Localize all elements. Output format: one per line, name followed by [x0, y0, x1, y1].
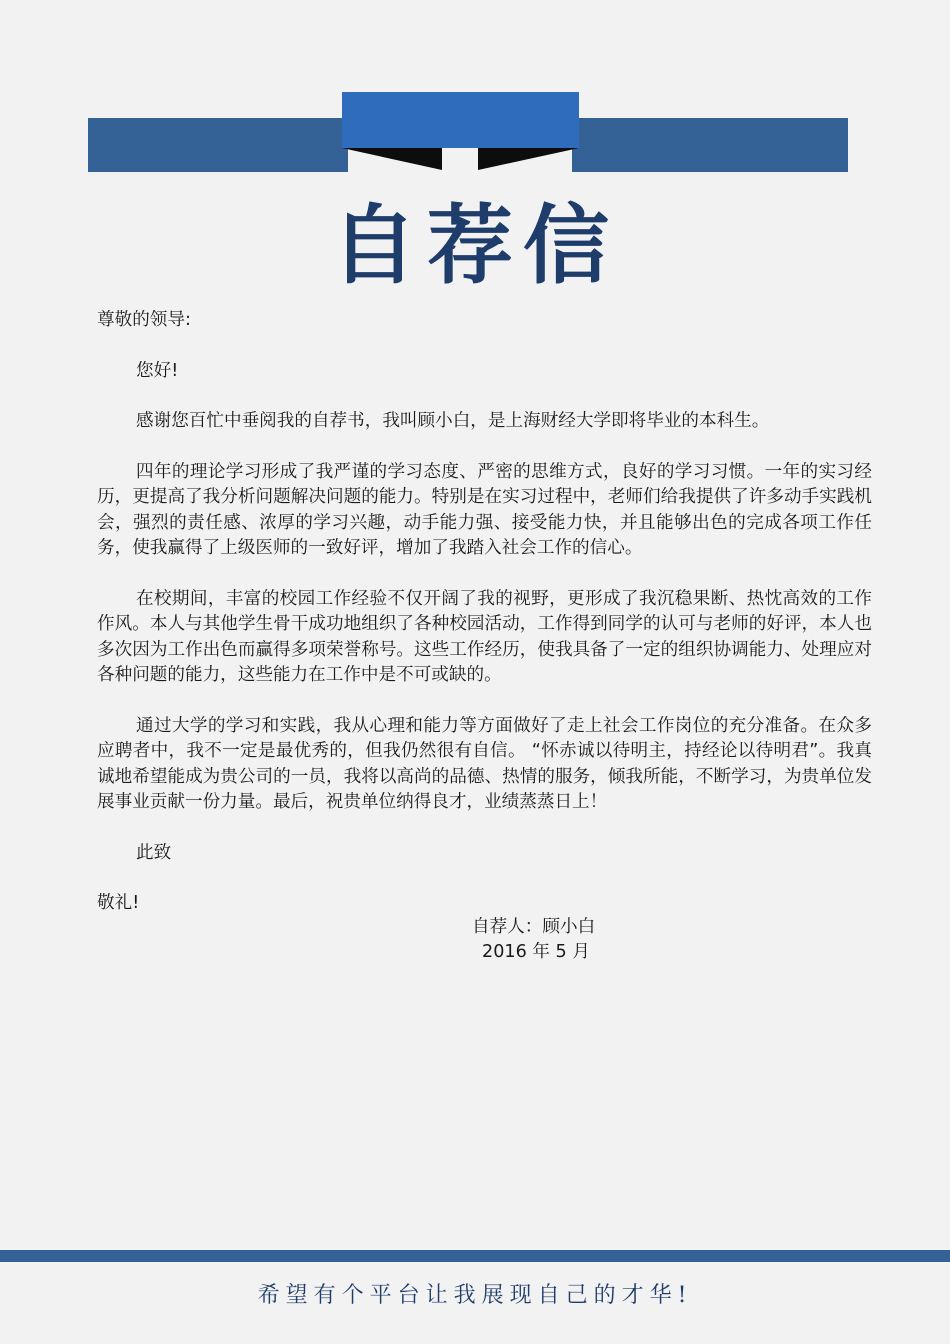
greeting: 您好!: [136, 360, 179, 381]
header-ribbon-fold: [0, 0, 950, 180]
page-title: 自荐信: [331, 196, 619, 296]
salutation: 尊敬的领导:: [97, 310, 191, 330]
paragraph-1: 感谢您百忙中垂阅我的自荐书，我叫顾小白，是上海财经大学即将毕业的本科生。: [136, 411, 770, 431]
closing-2: 敬礼!: [97, 893, 140, 913]
paragraph-2: 四年的理论学习形成了我严谨的学习态度、严密的思维方式，良好的学习习惯。一年的实习经历，更提高了我分析问题解决问题的能力。特别是在实习过程中，老师们给我提供了许多动手实践机会，强烈的责任感、浓厚的学习兴趣，动手能力强、接受能力快，并且能够出色的完成各项工作任务，使我赢得了上级医师的一致好评，增加了我踏入社会工作的信心。: [97, 461, 872, 558]
footer-divider: [0, 1250, 950, 1262]
signature: 自荐人：顾小白: [472, 917, 596, 937]
header-ribbon-center: [342, 92, 579, 148]
fold-shadow-left: [342, 148, 442, 170]
date: 2016 年 5 月: [482, 942, 590, 962]
closing-1: 此致: [136, 842, 172, 863]
letter-body: [97, 308, 872, 917]
footer-slogan: 希望有个平台让我展现自己的才华!: [257, 1283, 693, 1308]
paragraph-4: 通过大学的学习和实践，我从心理和能力等方面做好了走上社会工作岗位的充分准备。在众多应聘者中，我不一定是最优秀的，但我仍然很有自信。 “怀赤诚以待明主，持经论以待明君”。我真诚地希望能成为贵公司的一员，我将以高尚的品德、热情的服务，倾我所能，不断学习，为贵单位发展事业贡献一份力量。最后，祝贵单位纳得良才，业绩蒸蒸日上！: [97, 715, 872, 812]
fold-shadow-right: [478, 148, 579, 170]
paragraph-3: 在校期间，丰富的校园工作经验不仅开阔了我的视野，更形成了我沉稳果断、热忱高效的工作作风。本人与其他学生骨干成功地组织了各种校园活动，工作得到同学的认可与老师的好评，本人也多次因为工作出色而赢得多项荣誉称号。这些工作经历，使我具备了一定的组织协调能力、处理应对各种问题的能力，这些能力在工作中是不可或缺的。: [97, 588, 872, 685]
